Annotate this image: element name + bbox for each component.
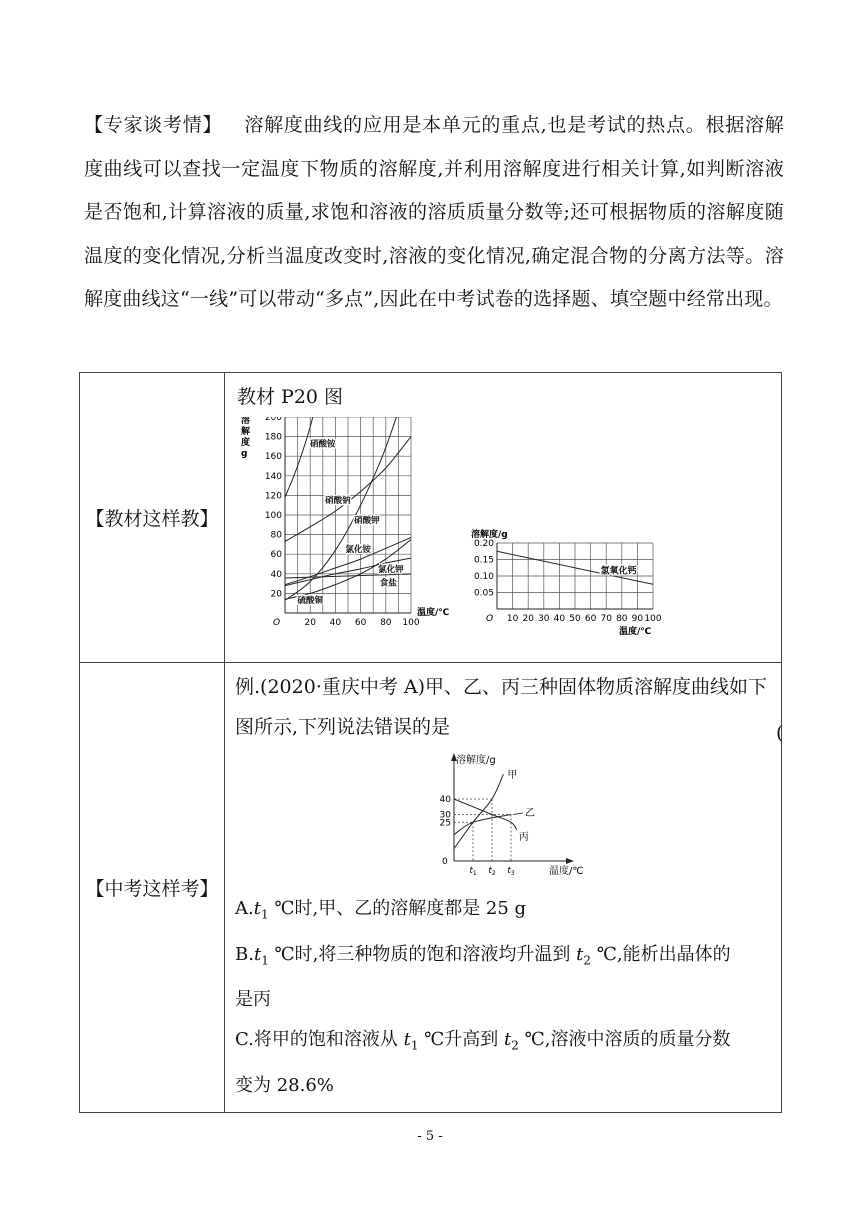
chart1-y-tick-label: 200 xyxy=(264,417,282,423)
chart2-x-tick-label: 60 xyxy=(584,614,597,624)
chart3-x-tick-label: $t_2$ xyxy=(488,866,496,877)
content-table xyxy=(79,372,782,1113)
question-line-1: 例.(2020·重庆中考 A)甲、乙、丙三种固体物质溶解度曲线如下 xyxy=(235,676,768,698)
exam-cell xyxy=(225,663,782,1113)
chart2-x-tick-label: 100 xyxy=(644,614,662,624)
option-c: C.将甲的饱和溶液从 $t_1$ ℃升高到 $t_2$ ℃,溶液中溶质的质量分数 xyxy=(235,1029,731,1053)
chart2-origin-label: O xyxy=(486,614,494,624)
chart1-x-tick-label: 40 xyxy=(329,618,342,628)
chart1-y-tick-label: 160 xyxy=(264,452,282,463)
row-label-textbook: 【教材这样教】 xyxy=(80,373,225,663)
question-line-2: 图所示,下列说法错误的是 xyxy=(235,716,451,738)
chart2-y-tick-label: 0.20 xyxy=(473,539,494,549)
table-row-textbook xyxy=(80,373,782,663)
chart3-x-tick-label: $t_3$ xyxy=(507,866,515,877)
option-c-line-2: 变为 28.6% xyxy=(235,1074,334,1096)
chart3-x-axis-label: 温度/℃ xyxy=(549,866,584,877)
chart1-series-label: 硝酸钠 xyxy=(325,496,351,507)
answer-paren: ( xyxy=(776,722,784,744)
chart2-x-tick-label: 80 xyxy=(616,614,628,624)
chart2-x-tick-label: 90 xyxy=(631,614,644,624)
chart3-x-arrow xyxy=(566,858,574,864)
chart2-x-tick-label: 70 xyxy=(600,614,612,624)
chart1-series-label: 硝酸钾 xyxy=(354,515,380,526)
chart1-x-tick-label: 60 xyxy=(354,618,367,628)
chart1-series-label: 硝酸铵 xyxy=(310,439,336,450)
chart1-series-label: 食盐 xyxy=(379,578,397,589)
intro-tag: 【专家谈考情】 xyxy=(84,114,223,136)
intro-text: 溶解度曲线的应用是本单元的重点,也是考试的热点。根据溶解度曲线可以查找一定温度下物质的溶解度,并利用溶解度进行相关计算,如判断溶液是否饱和,计算溶液的质量,求饱和溶液的溶质质量分数等;还可根据物质的溶解度随温度的变化情况,分析当温度改变时,溶液的变化情况,确定混合物的分离方法等。溶解度曲线这“一线”可以带动“多点”,因此在中考试卷的选择题、填空题中经常出现。 xyxy=(84,114,784,310)
chart1-y-tick-label: 180 xyxy=(264,432,282,443)
chart2-series-label: 氢氧化钙 xyxy=(600,566,637,577)
chart2-y-tick-label: 0.10 xyxy=(473,572,494,582)
chart3-x-tick-label: $t_1$ xyxy=(469,866,477,877)
chart3-series-line-乙 xyxy=(454,815,511,835)
chart1-y-tick-label: 60 xyxy=(270,550,282,561)
chart3-series-line-甲 xyxy=(454,774,503,848)
intro-paragraph xyxy=(84,104,784,322)
chart1-y-tick-label: 40 xyxy=(270,569,282,580)
chart2-y-tick-label: 0.05 xyxy=(473,588,494,599)
chart2-x-tick-label: 30 xyxy=(538,614,550,624)
textbook-caption: 教材 P20 图 xyxy=(237,386,344,408)
chart1-series-label: 氯化铵 xyxy=(345,545,371,556)
option-b: $B.t_1$ ℃时,将三种物质的饱和溶液均升温到 $t_2$ ℃,能析出晶体的 xyxy=(235,943,731,968)
chart2-x-tick-label: 20 xyxy=(522,614,534,624)
chart3-label-leader xyxy=(513,813,523,815)
chart1-x-tick-label: 20 xyxy=(304,618,316,628)
chart2-x-tick-label: 40 xyxy=(553,614,566,624)
chart1-y-tick-label: 20 xyxy=(270,589,282,600)
chart1-y-tick-label: 120 xyxy=(264,491,282,502)
table-row-exam xyxy=(80,663,782,1113)
chart1-x-tick-label: 100 xyxy=(402,618,420,628)
textbook-solubility-charts xyxy=(235,417,775,653)
textbook-cell xyxy=(225,373,782,663)
page-number: - 5 - xyxy=(417,1129,443,1144)
chart3-series-label: 甲 xyxy=(507,770,518,782)
chart1-y-tick-label: 140 xyxy=(264,471,282,482)
chart1-y-tick-label: 100 xyxy=(264,511,282,521)
chart3-series-label: 丙 xyxy=(518,832,529,843)
chart1-x-axis-label: 温度/℃ xyxy=(417,608,450,618)
chart1-y-axis-label: 溶解度 g xyxy=(241,417,251,459)
chart3-origin-label: 0 xyxy=(442,857,448,867)
chart1-series-label: 氯化钾 xyxy=(378,564,404,575)
chart3-series-label: 乙 xyxy=(525,807,535,819)
chart3-y-axis-label: 溶解度/g xyxy=(456,755,496,766)
chart1-origin-label: O xyxy=(273,618,281,628)
chart2-x-tick-label: 50 xyxy=(569,614,581,624)
row-label-exam: 【中考这样考】 xyxy=(80,663,225,1113)
chart2-y-axis-label: 溶解度/g xyxy=(471,530,508,540)
chart1-series-label: 硫酸铜 xyxy=(297,596,323,607)
exam-solubility-chart xyxy=(235,749,775,889)
chart3-y-tick-label: 25 xyxy=(439,818,451,829)
chart2-x-tick-label: 10 xyxy=(506,614,519,624)
chart1-y-tick-label: 80 xyxy=(270,530,282,541)
chart3-y-tick-label: 30 xyxy=(439,810,451,821)
option-a: $A.t_1$ ℃时,甲、乙的溶解度都是 25 g xyxy=(235,898,527,922)
chart3-y-tick-label: 40 xyxy=(439,795,451,805)
chart2-y-tick-label: 0.15 xyxy=(473,555,494,566)
chart2-x-axis-label: 温度/℃ xyxy=(619,627,652,637)
chart1-series-line-硝酸铵 xyxy=(285,417,323,497)
option-b-line-2: 是丙 xyxy=(235,989,271,1011)
chart1-x-tick-label: 80 xyxy=(380,618,392,628)
